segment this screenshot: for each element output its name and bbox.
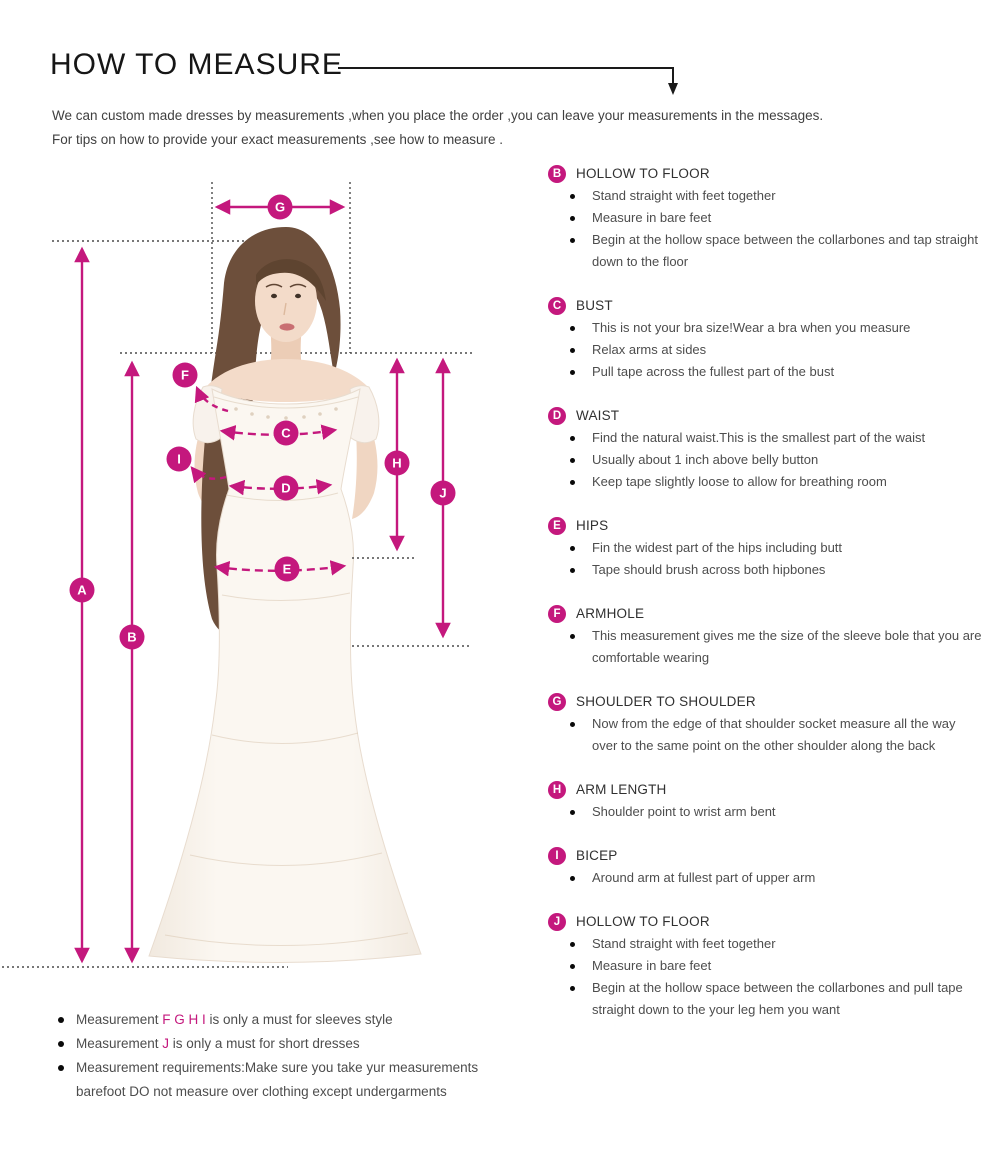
diagram-label-G-text: G xyxy=(274,199,286,215)
footnote-text xyxy=(76,1008,393,1032)
section-badge: B xyxy=(548,165,566,183)
diagram-label-C xyxy=(274,421,299,446)
section-badge: G xyxy=(548,693,566,711)
bullet-dot xyxy=(570,810,575,815)
instruction-text: This measurement gives me the size of the sleeve bole that you are comfortable wearing xyxy=(592,628,982,665)
footnote-text xyxy=(76,1056,488,1104)
instruction-text: Stand straight with feet together xyxy=(592,936,776,951)
section-hollow-to-floor-b xyxy=(548,163,983,273)
bullet-dot xyxy=(570,876,575,881)
footnote-pre: Measurement xyxy=(76,1036,163,1051)
instruction-item xyxy=(548,185,983,207)
instruction-text: Pull tape across the fullest part of the bust xyxy=(592,364,835,379)
instruction-item xyxy=(548,801,983,823)
diagram-label-G xyxy=(268,195,293,220)
instruction-text: This is not your bra size!Wear a bra when you measure xyxy=(592,320,911,335)
instruction-item xyxy=(548,955,983,977)
instruction-item xyxy=(548,229,983,273)
footnote-post: is only a must for sleeves style xyxy=(205,1012,393,1027)
instruction-text: Usually about 1 inch above belly button xyxy=(592,452,819,467)
diagram-label-E xyxy=(275,557,300,582)
section-title: SHOULDER TO SHOULDER xyxy=(576,694,756,709)
page-title: HOW TO MEASURE xyxy=(50,48,343,81)
dress-body xyxy=(149,389,421,963)
footnotes xyxy=(52,1008,522,1104)
section-title: ARM LENGTH xyxy=(576,782,667,797)
section-title: HOLLOW TO FLOOR xyxy=(576,166,710,181)
instruction-text: Begin at the hollow space between the collarbones and tap straight down to the floor xyxy=(592,232,978,269)
section-badge: D xyxy=(548,407,566,425)
instruction-text: Tape should brush across both hipbones xyxy=(592,562,826,577)
section-badge: H xyxy=(548,781,566,799)
section-title: BUST xyxy=(576,298,613,313)
section-badge: I xyxy=(548,847,566,865)
diagram-label-I-text: I xyxy=(177,451,181,467)
diagram-label-D-text: D xyxy=(281,480,291,496)
bullet-dot xyxy=(58,1065,64,1071)
bullet-dot xyxy=(570,436,575,441)
instruction-item xyxy=(548,427,983,449)
section-hips xyxy=(548,515,983,581)
instruction-item xyxy=(548,713,983,757)
bullet-dot xyxy=(570,986,575,991)
bullet-dot xyxy=(58,1017,64,1023)
section-badge: J xyxy=(548,913,566,931)
section-shoulder-to-shoulder xyxy=(548,691,983,757)
instruction-text: Fin the widest part of the hips including butt xyxy=(592,540,843,555)
bullet-dot xyxy=(570,238,575,243)
diagram-label-F-text: F xyxy=(181,367,189,383)
bullet-dot xyxy=(570,942,575,947)
diagram-label-H xyxy=(385,451,410,476)
title-decorative-arrow xyxy=(332,53,692,103)
section-waist xyxy=(548,405,983,493)
section-bust xyxy=(548,295,983,383)
instructions-column xyxy=(548,163,983,1043)
intro-text xyxy=(52,104,823,152)
section-badge: E xyxy=(548,517,566,535)
instruction-item xyxy=(548,625,983,669)
instruction-text: Measure in bare feet xyxy=(592,210,712,225)
bullet-dot xyxy=(570,634,575,639)
instruction-item xyxy=(548,977,983,1021)
section-title: ARMHOLE xyxy=(576,606,645,621)
instruction-item xyxy=(548,317,983,339)
footnote-highlight: J xyxy=(162,1036,170,1051)
section-bicep xyxy=(548,845,983,889)
footnote-item xyxy=(52,1008,522,1032)
instruction-text: Keep tape slightly loose to allow for breathing room xyxy=(592,474,887,489)
diagram-label-B xyxy=(120,625,145,650)
measurement-diagram xyxy=(0,175,520,975)
section-badge: C xyxy=(548,297,566,315)
bullet-dot xyxy=(570,458,575,463)
footnote-item xyxy=(52,1056,522,1104)
section-arm-length xyxy=(548,779,983,823)
footnote-post: is only a must for short dresses xyxy=(169,1036,360,1051)
section-title: BICEP xyxy=(576,848,618,863)
instruction-text: Find the natural waist.This is the smallest part of the waist xyxy=(592,430,926,445)
instruction-text: Begin at the hollow space between the collarbones and pull tape straight down to the your leg hem you want xyxy=(592,980,963,1017)
bullet-dot xyxy=(570,722,575,727)
instruction-item xyxy=(548,361,983,383)
intro-line-1: We can custom made dresses by measurements ,when you place the order ,you can leave your measurements in the messages. xyxy=(52,108,824,123)
section-title: WAIST xyxy=(576,408,620,423)
diagram-label-H-text: H xyxy=(392,455,402,471)
footnote-highlight: F G H I xyxy=(162,1012,206,1027)
instruction-text: Now from the edge of that shoulder socket measure all the way over to the same point on the other shoulder along the back xyxy=(592,716,956,753)
diagram-label-E-text: E xyxy=(282,561,292,577)
instruction-item xyxy=(548,867,983,889)
section-hollow-to-floor-j xyxy=(548,911,983,1021)
instruction-text: Shoulder point to wrist arm bent xyxy=(592,804,776,819)
instruction-item xyxy=(548,207,983,229)
section-armhole xyxy=(548,603,983,669)
bullet-dot xyxy=(570,194,575,199)
instruction-item xyxy=(548,537,983,559)
measurement-diagram-svg xyxy=(0,175,520,975)
section-title: HIPS xyxy=(576,518,609,533)
diagram-label-A-text: A xyxy=(77,582,87,598)
footnote-pre: Measurement requirements:Make sure you take yur measurements barefoot DO not measure over clothing except undergarments xyxy=(76,1060,479,1099)
diagram-label-C-text: C xyxy=(281,425,291,441)
diagram-label-B-text: B xyxy=(127,629,137,645)
diagram-label-I xyxy=(167,447,192,472)
instruction-item xyxy=(548,933,983,955)
bullet-dot xyxy=(570,348,575,353)
footnote-text xyxy=(76,1032,360,1056)
diagram-label-F xyxy=(173,363,198,388)
instruction-text: Around arm at fullest part of upper arm xyxy=(592,870,816,885)
bullet-dot xyxy=(58,1041,64,1047)
instruction-item xyxy=(548,449,983,471)
model-figure xyxy=(149,227,421,963)
instruction-text: Stand straight with feet together xyxy=(592,188,776,203)
diagram-label-J-text: J xyxy=(439,485,447,501)
bullet-dot xyxy=(570,326,575,331)
footnote-item xyxy=(52,1032,522,1056)
footnote-pre: Measurement xyxy=(76,1012,163,1027)
bullet-dot xyxy=(570,216,575,221)
diagram-label-J xyxy=(431,481,456,506)
instruction-text: Relax arms at sides xyxy=(592,342,707,357)
instruction-item xyxy=(548,559,983,581)
bullet-dot xyxy=(570,964,575,969)
diagram-label-A xyxy=(70,578,95,603)
instruction-item xyxy=(548,471,983,493)
intro-line-2: For tips on how to provide your exact measurements ,see how to measure . xyxy=(52,132,503,147)
instruction-item xyxy=(548,339,983,361)
diagram-label-D xyxy=(274,476,299,501)
bullet-dot xyxy=(570,546,575,551)
instruction-text: Measure in bare feet xyxy=(592,958,712,973)
section-title: HOLLOW TO FLOOR xyxy=(576,914,710,929)
section-badge: F xyxy=(548,605,566,623)
bullet-dot xyxy=(570,370,575,375)
bullet-dot xyxy=(570,480,575,485)
bullet-dot xyxy=(570,568,575,573)
